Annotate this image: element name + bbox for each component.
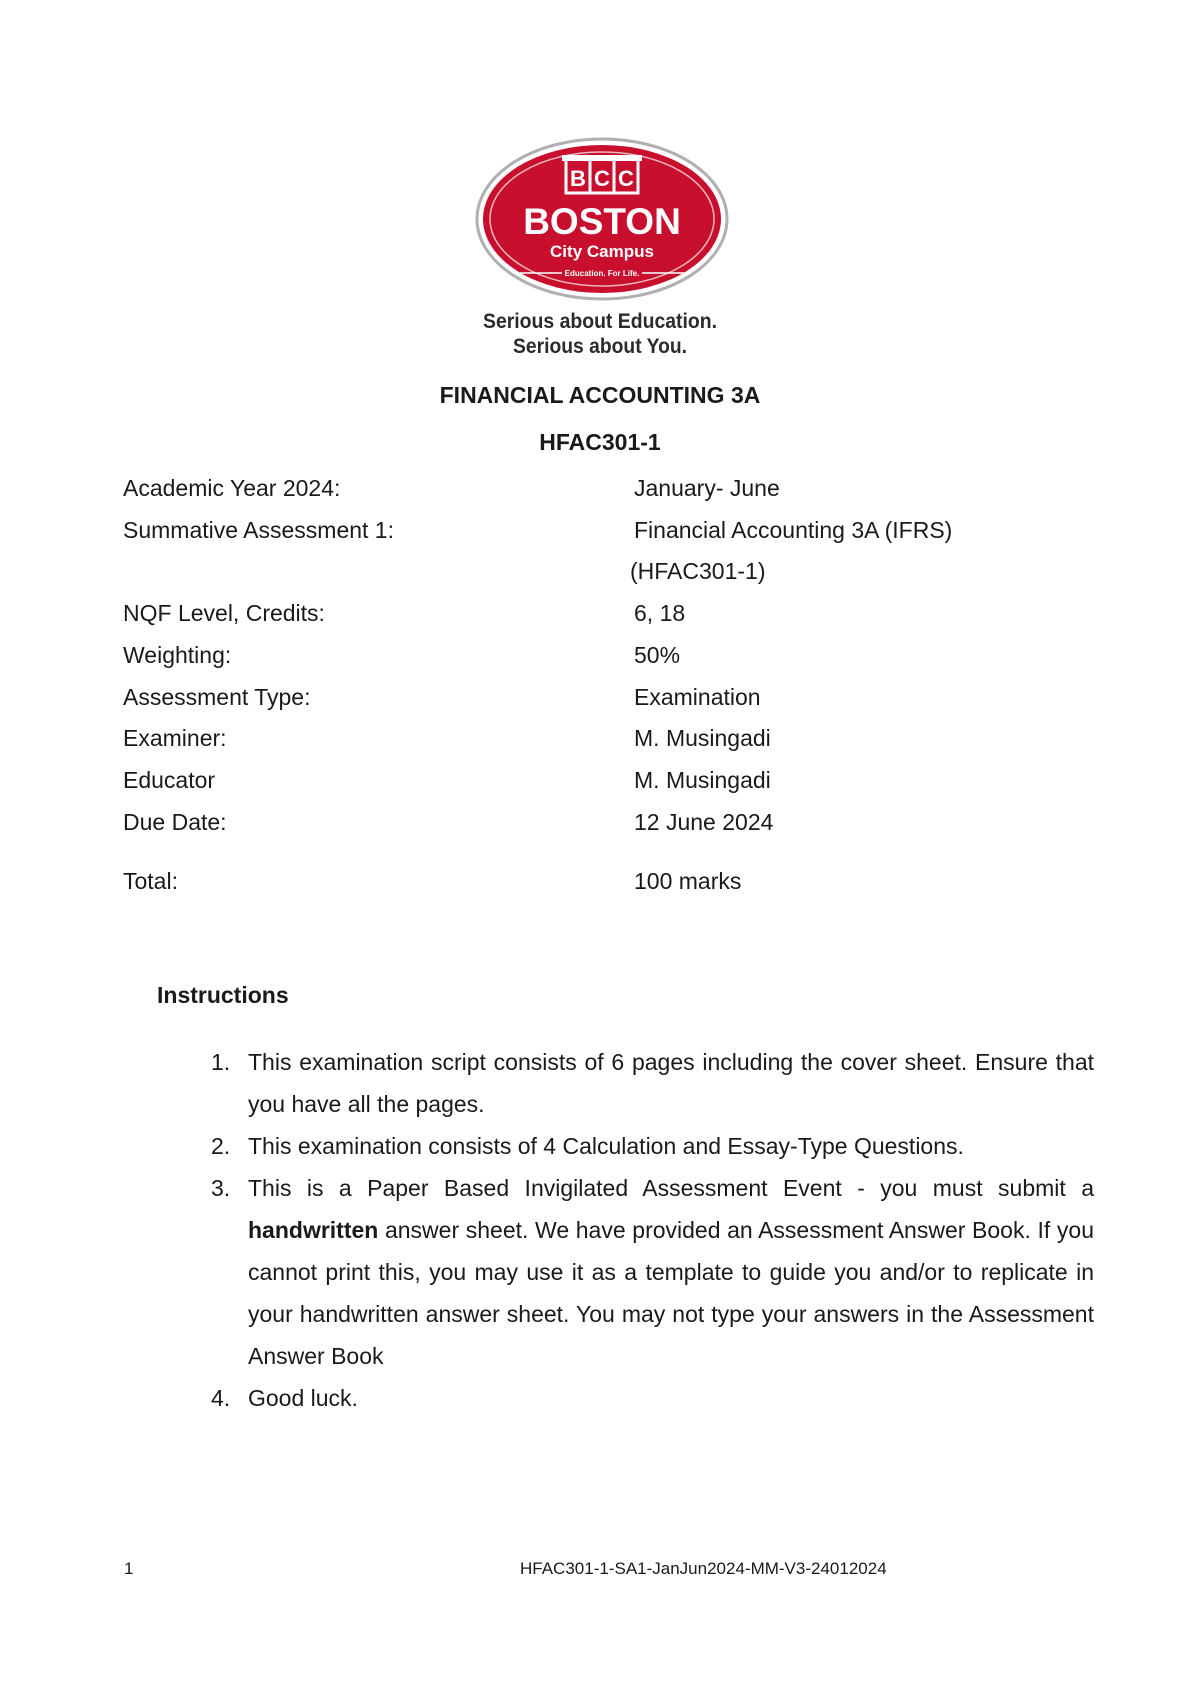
instruction-number: 2. <box>211 1133 231 1159</box>
detail-value: 12 June 2024 <box>634 809 774 835</box>
detail-label: Assessment Type: <box>123 684 311 710</box>
bcc-emblem <box>562 155 642 193</box>
detail-value: January- June <box>634 475 780 501</box>
logo-letter-3: C <box>618 166 634 191</box>
logo-slogan-line2: Serious about You. <box>513 335 687 358</box>
instruction-number: 4. <box>211 1385 231 1411</box>
detail-row-weighting <box>0 642 1200 672</box>
logo-campus: City Campus <box>550 242 654 261</box>
course-title: FINANCIAL ACCOUNTING 3A <box>439 382 761 408</box>
detail-value: Financial Accounting 3A (IFRS) <box>634 517 953 543</box>
instruction-item <box>205 1167 1094 1377</box>
detail-value: M. Musingadi <box>634 767 771 793</box>
logo-graphic <box>472 137 732 367</box>
instruction-item <box>205 1377 1094 1419</box>
course-code: HFAC301-1 <box>539 429 661 455</box>
detail-label: Total: <box>123 868 178 894</box>
detail-label: Examiner: <box>123 725 227 751</box>
instruction-number: 3. <box>211 1175 231 1201</box>
logo-letter-2: C <box>594 166 610 191</box>
detail-label: Weighting: <box>123 642 232 668</box>
logo-small-tagline: Education. For Life. <box>564 269 640 278</box>
detail-row-course-code <box>0 558 1200 588</box>
logo-name: BOSTON <box>523 201 681 242</box>
instruction-text-post: answer sheet. We have provided an Assessment Answer Book. If you cannot print this, you may use it as a template to guide you and/or to replicate in your handwritten answer sheet. You may not type your answers in the Assessment Answer Book <box>248 1217 1094 1369</box>
instruction-text-emphasis: handwritten <box>248 1217 379 1243</box>
detail-label: Academic Year 2024: <box>123 475 341 501</box>
instruction-text: Good luck. <box>248 1385 358 1411</box>
detail-value: Examination <box>634 684 761 710</box>
page-number: 1 <box>124 1559 134 1578</box>
detail-label: Educator <box>123 767 216 793</box>
instruction-text: This examination script consists of 6 pages including the cover sheet. Ensure that you have all the pages. <box>248 1049 1094 1117</box>
detail-value: 50% <box>634 642 681 668</box>
instructions-heading: Instructions <box>157 982 289 1008</box>
detail-row-examiner <box>0 725 1200 755</box>
detail-row-academic-year <box>0 475 1200 505</box>
instruction-text-pre: This is a Paper Based Invigilated Assessment Event - you must submit a <box>248 1175 1094 1201</box>
detail-row-summative-assessment <box>0 517 1200 547</box>
detail-row-assessment-type <box>0 684 1200 714</box>
detail-row-due-date <box>0 809 1200 839</box>
instruction-text: This examination consists of 4 Calculation and Essay-Type Questions. <box>248 1133 964 1159</box>
instruction-item <box>205 1041 1094 1125</box>
detail-value: 100 marks <box>634 868 742 894</box>
detail-value: M. Musingadi <box>634 725 771 751</box>
logo-slogan-line1: Serious about Education. <box>483 310 717 333</box>
detail-value: 6, 18 <box>634 600 686 626</box>
detail-label: Due Date: <box>123 809 227 835</box>
detail-label: Summative Assessment 1: <box>123 517 394 543</box>
detail-label: NQF Level, Credits: <box>123 600 325 626</box>
instructions-list <box>205 1041 1094 1419</box>
logo-letter-1: B <box>570 166 586 191</box>
detail-row-nqf-level <box>0 600 1200 630</box>
instruction-number: 1. <box>211 1049 231 1075</box>
document-code: HFAC301-1-SA1-JanJun2024-MM-V3-24012024 <box>520 1559 887 1578</box>
detail-row-educator <box>0 767 1200 797</box>
detail-value: (HFAC301-1) <box>630 558 766 584</box>
boston-city-campus-logo <box>472 137 732 367</box>
instruction-item <box>205 1125 1094 1167</box>
detail-row-total <box>0 868 1200 898</box>
